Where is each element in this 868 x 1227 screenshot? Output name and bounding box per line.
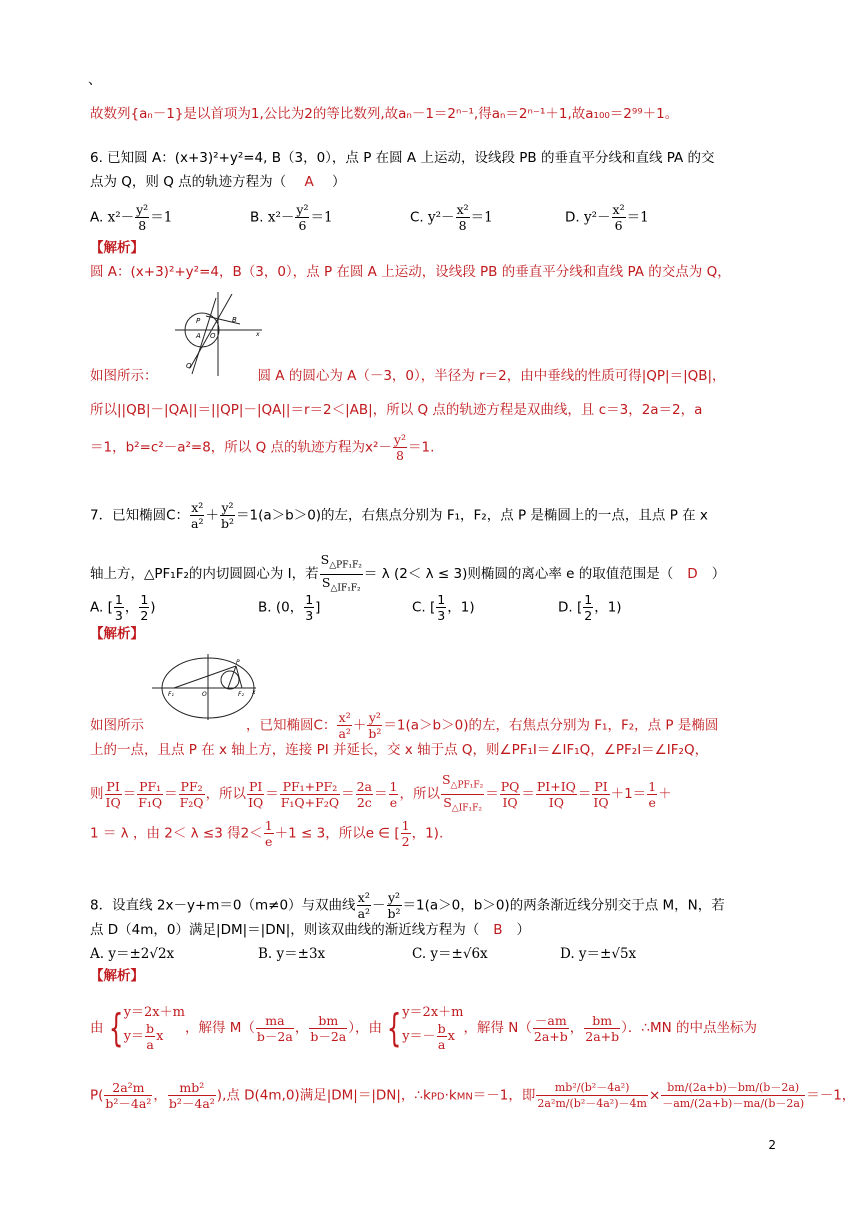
q6-option-b: B. x²－ $\frac{\text{y²}}{6}$ ＝1: [250, 202, 333, 233]
page-number: 2: [768, 1138, 776, 1152]
q8-jiexi: 【解析】: [90, 968, 144, 984]
q7-option-a: A. [ $\frac{1}{3}$ ， $\frac{1}{2}$ ): [90, 592, 156, 623]
q6-sol-line2: [90, 366, 726, 386]
svg-text:O: O: [202, 691, 207, 698]
q8-stem-line2: 点 D（4m，0）满足|DM|＝|DN|，则该双曲线的渐近线方程为（ B ）: [90, 922, 531, 938]
q6-sol-line4: ＝1，b²=c²－a²=8，所以 Q 点的轨迹方程为x²－ $\frac{\text{y²}}{8}$ ＝1.: [90, 432, 435, 463]
q6-sol-line1: 圆 A：(x+3)²+y²=4，B（3，0），点 P 在圆 A 上运动，设线段 PB 的垂直平分线和直线 PA 的交点为 Q，: [90, 264, 731, 280]
q7-sol-line4: 1 ＝ λ ，由 2＜ λ ≤3 得2＜ $\frac{1}{e}$ ＋1 ≤ 3，所以e ∈ [ $\frac{1}{2}$ ，1).: [90, 818, 444, 849]
q6-sol-figure-caption: 如图所示：: [90, 368, 158, 384]
q8-stem-line1: 8．设直线 2x－y+m＝0（m≠0）与双曲线 $\frac{\text{x²}}{\text{a²}}$ － $\frac{\text{y²}}{\text{b²}}$ ＝1(a＞0，b＞0)的两条渐近线分别交于点 M，N，若: [90, 890, 725, 921]
q7-jiexi: 【解析】: [90, 626, 144, 642]
svg-text:B: B: [232, 316, 237, 324]
q7-answer: D: [687, 566, 698, 582]
q6-jiexi: 【解析】: [90, 240, 144, 256]
q6-sol-line3: 所以||QB|－|QA||＝||QP|－|QA||＝r＝2＜|AB|，所以 Q 点的轨迹方程是双曲线，且 c＝3，2a＝2，a: [90, 402, 703, 418]
q6-stem-text: 点为 Q，则 Q 点的轨迹方程为（: [90, 174, 287, 190]
svg-text:P: P: [196, 317, 201, 325]
top-mark: 、: [88, 72, 102, 88]
q7-sol-line3: 则 $\frac{PI}{IQ}$ ＝ $\frac{\text{PF₁}}{\text{F₁Q}}$ ＝ $\frac{\text{PF₂}}{\text{F₂Q}}$ ，所以 $\frac{PI}{IQ}$ ＝ $\frac{\text{PF₁+PF₂}}{\text{F₁Q+F₂Q}}$ ＝ $\frac{2a}{2c}$ ＝ $\frac{1}{e}$ ，所以 $\frac{S_{\triangle PF_1F_2}}{S_{\triangle IF_1F_2}}$ ＝ $\frac{PQ}{IQ}$ ＝ $\frac{PI+IQ}{IQ}$ ＝ $\frac{PI}{IQ}$ ＋1＝ $\frac{1}{e}$ ＋: [90, 772, 672, 813]
q8-option-a: A. y＝±2√2x: [90, 946, 175, 962]
q8-option-d: D. y＝±√5x: [560, 946, 637, 962]
q6-stem-line2: [90, 172, 345, 192]
q7-option-d: D. [ $\frac{1}{2}$ ，1): [558, 592, 622, 623]
svg-text:F₂: F₂: [238, 691, 244, 698]
svg-text:Q: Q: [186, 362, 192, 370]
q8-option-b: B. y＝±3x: [258, 946, 326, 962]
q6-option-a: A. x²－ $\frac{\text{y²}}{8}$ ＝1: [90, 202, 173, 233]
q7-stem-line2: 轴上方，△PF₁F₂的内切圆圆心为 I，若 $\frac{S_{\triangle PF_1F_2}}{S_{\triangle IF_1F_2}}$ ＝ λ (2＜ λ ≤ 3)则椭圆的离心率 e 的取值范围是（ D ）: [90, 552, 726, 593]
q6-sol-text2: 圆 A 的圆心为 A（－3，0），半径为 r＝2，由中垂线的性质可得|QP|＝|QB|，: [257, 368, 726, 384]
q7-stem-line1: 7．已知椭圆C： $\frac{\text{x²}}{\text{a²}}$ ＋ $\frac{\text{y²}}{\text{b²}}$ ＝1(a＞b＞0)的左，右焦点分别为 F₁，F₂，点 P 是椭圆上的一点，且点 P 在 x: [90, 500, 708, 531]
q8-sol-line2: P( $\frac{\text{2a²m}}{\text{b²－4a²}}$ ， $\frac{\text{mb²}}{\text{b²－4a²}}$ ),点 D(4m,0)满足|DM|＝|DN|，∴kPD·kMN＝－1，即 $\frac{\text{mb²/(b²－4a²)}}{\text{2a²m/(b²－4a²)－4m}}$ × $\frac{bm/(2a+b)-bm/(b-2a)}{-am/(2a+b)-ma/(b-2a)}$ ＝－1，: [90, 1080, 856, 1111]
q5-conclusion: 故数列{aₙ－1}是以首项为1,公比为2的等比数列,故aₙ－1＝2ⁿ⁻¹,得aₙ＝2ⁿ⁻¹＋1,故a₁₀₀＝2⁹⁹＋1。: [90, 106, 679, 122]
q8-option-c: C. y＝±√6x: [412, 946, 488, 962]
q8-answer: B: [493, 922, 503, 938]
q7-option-b: B. (0， $\frac{1}{3}$ ]: [258, 592, 321, 623]
q6-figure: [170, 290, 266, 378]
q6-stem-close: ）: [331, 174, 346, 190]
svg-text:P: P: [236, 659, 240, 666]
q7-option-c: C. [ $\frac{1}{3}$ ，1): [412, 592, 475, 623]
q8-sol-line1: 由 {y＝2x＋m y＝ $\frac{b}{a}$ x，解得 M（ $\frac{ma}{b-2a}$ ， $\frac{bm}{b-2a}$ ），由 {y＝2x＋m y＝－ $\frac{b}{a}$ x，解得 N（ $\frac{-am}{2a+b}$ ， $\frac{bm}{2a+b}$ ）．∴MN 的中点坐标为: [90, 1005, 758, 1052]
svg-text:x: x: [252, 689, 256, 696]
q6-option-c: C. y²－ $\frac{\text{x²}}{8}$ ＝1: [410, 202, 493, 233]
svg-text:F₁: F₁: [168, 691, 174, 698]
svg-text:x: x: [256, 331, 260, 338]
svg-text:O: O: [210, 332, 216, 340]
q6-stem-line1: 6. 已知圆 A：(x+3)²+y²=4, B（3，0），点 P 在圆 A 上运动，设线段 PB 的垂直平分线和直线 PA 的交: [90, 150, 715, 166]
q7-sol-line1: 如图所示 ，已知椭圆C： $\frac{\text{x²}}{\text{a²}}$ ＋ $\frac{\text{y²}}{\text{b²}}$ ＝1(a＞b＞0)的左，右焦点分别为 F₁，F₂，点 P 是椭圆: [90, 710, 719, 741]
q7-sol-line2: 上的一点，且点 P 在 x 轴上方，连接 PI 并延长，交 x 轴于点 Q，则∠PF₁I＝∠IF₁Q，∠PF₂I＝∠IF₂Q，: [90, 742, 709, 758]
svg-text:A: A: [196, 332, 201, 340]
q6-option-d: D. y²－ $\frac{\text{x²}}{6}$ ＝1: [565, 202, 649, 233]
q6-answer: A: [304, 174, 314, 190]
